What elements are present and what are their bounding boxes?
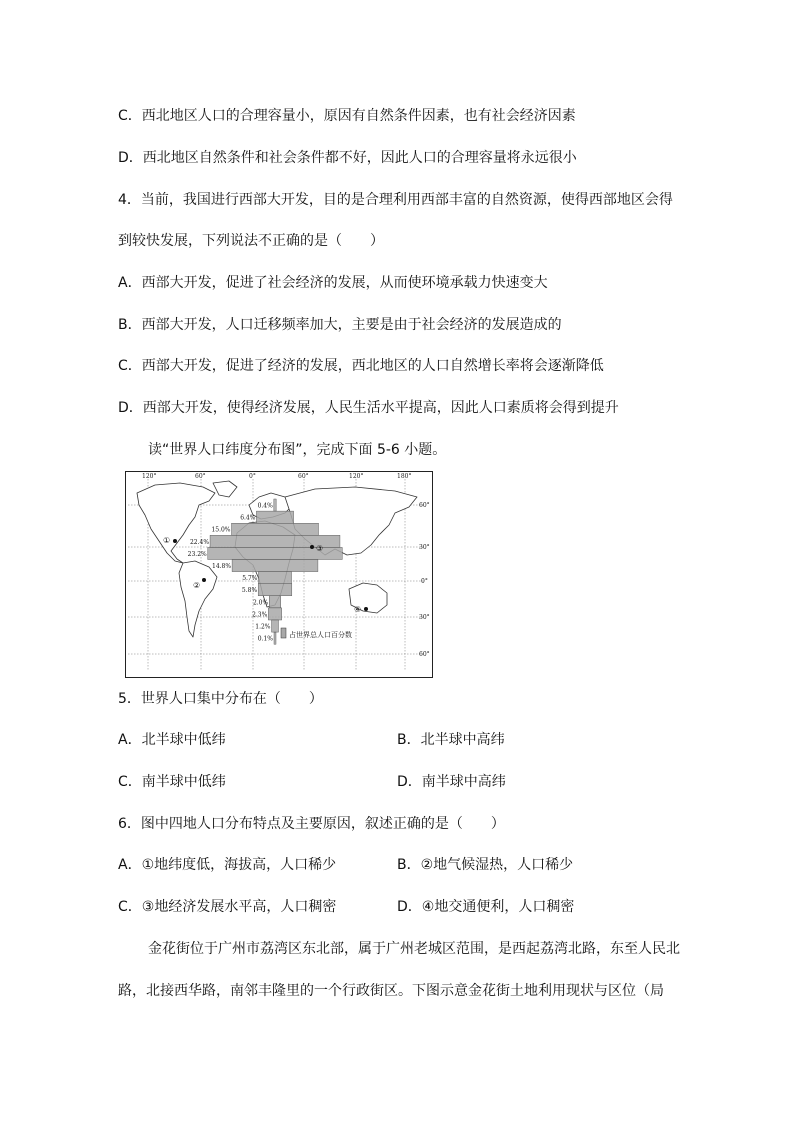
lon-label: 120° bbox=[349, 473, 364, 480]
latitude-bar bbox=[274, 499, 276, 511]
q6-stem: 6．图中四地人口分布特点及主要原因，叙述正确的是（ ） bbox=[118, 816, 505, 832]
q4-stem-line2: 到较快发展，下列说法不正确的是（ ） bbox=[118, 233, 384, 249]
bar-value-label: 22.4% bbox=[189, 538, 210, 546]
point-2-label: ② bbox=[193, 581, 201, 590]
point-3-label: ③ bbox=[316, 544, 324, 553]
q5-option-a: A．北半球中低纬 bbox=[118, 732, 226, 748]
latitude-bar bbox=[256, 511, 293, 523]
q5-option-c: C．南半球中低纬 bbox=[118, 774, 226, 790]
lon-label: 60° bbox=[195, 473, 206, 480]
point-3-marker bbox=[310, 545, 314, 549]
point-1-label: ① bbox=[163, 536, 171, 545]
bar-value-label: 5.8% bbox=[241, 587, 258, 595]
q5-option-d: D．南半球中高纬 bbox=[397, 774, 506, 790]
passage-line1: 金花街位于广州市荔湾区东北部，属于广州老城区范围，是西起荔湾北路，东至人民北 bbox=[148, 941, 680, 957]
bar-value-label: 2.3% bbox=[252, 611, 268, 619]
q5-stem: 5．世界人口集中分布在（ ） bbox=[118, 691, 323, 707]
q6-option-c: C．③地经济发展水平高，人口稠密 bbox=[118, 899, 337, 915]
bar-value-label: 5.7% bbox=[242, 575, 258, 583]
passage-line2: 路，北接西华路，南邻丰隆里的一个行政街区。下图示意金花街土地利用现状与区位（局 bbox=[118, 983, 664, 999]
intro-5-6: 读“世界人口纬度分布图”，完成下面 5-6 小题。 bbox=[148, 442, 447, 458]
q3-option-d: D．西北地区自然条件和社会条件都不好，因此人口的合理容量将永远很小 bbox=[118, 150, 577, 166]
q6-option-a: A．①地纬度低，海拔高，人口稀少 bbox=[118, 857, 337, 873]
q3-option-c: C．西北地区人口的合理容量小，原因有自然条件因素，也有社会经济因素 bbox=[118, 108, 576, 124]
latitude-bar bbox=[258, 584, 292, 596]
bar-value-label: 14.8% bbox=[212, 562, 232, 570]
q4-option-a: A．西部大开发，促进了社会经济的发展，从而使环境承载力快速变大 bbox=[118, 275, 548, 291]
bar-value-label: 15.0% bbox=[211, 526, 231, 534]
lon-label: 120° bbox=[142, 473, 157, 480]
lon-label: 180° bbox=[397, 473, 412, 480]
latitude-bar bbox=[268, 608, 281, 620]
latitude-bar bbox=[269, 596, 281, 608]
world-population-latitude-map bbox=[125, 471, 433, 678]
latitude-bar bbox=[272, 620, 279, 632]
q4-option-d: D．西部大开发，使得经济发展，人民生活水平提高，因此人口素质将会得到提升 bbox=[118, 400, 619, 416]
q4-stem-line1: 4．当前，我国进行西部大开发，目的是合理利用西部丰富的自然资源，使得西部地区会得 bbox=[118, 192, 673, 208]
bar-value-label: 1.2% bbox=[255, 623, 271, 631]
lon-label: 0° bbox=[249, 473, 256, 480]
lat-label: 30° bbox=[419, 614, 430, 621]
bar-value-label: 0.4% bbox=[257, 502, 273, 510]
lat-label: 30° bbox=[419, 544, 430, 551]
latitude-bar bbox=[232, 560, 318, 572]
q6-option-b: B．②地气候湿热，人口稀少 bbox=[397, 857, 574, 873]
q5-option-b: B．北半球中高纬 bbox=[397, 732, 505, 748]
q4-option-b: B．西部大开发，人口迁移频率加大，主要是由于社会经济的发展造成的 bbox=[118, 317, 562, 333]
legend-swatch bbox=[281, 628, 286, 638]
bar-value-label: 23.2% bbox=[187, 550, 207, 558]
point-4-marker bbox=[364, 607, 368, 611]
point-1-marker bbox=[173, 539, 177, 543]
legend-label: 占世界总人口百分数 bbox=[289, 631, 352, 639]
lat-label: 60° bbox=[419, 651, 430, 658]
lat-label: 0° bbox=[421, 578, 428, 585]
q4-option-c: C．西部大开发，促进了经济的发展，西北地区的人口自然增长率将会逐渐降低 bbox=[118, 358, 604, 374]
latitude-bar bbox=[258, 572, 291, 584]
bar-value-label: 6.4% bbox=[240, 514, 256, 522]
latitude-bar bbox=[274, 632, 276, 644]
lat-label: 60° bbox=[419, 502, 430, 509]
lon-label: 60° bbox=[298, 473, 309, 480]
bar-value-label: 0.1% bbox=[257, 635, 273, 643]
latitude-bar bbox=[232, 523, 319, 535]
bar-value-label: 2.0% bbox=[252, 599, 269, 607]
point-4-label: ④ bbox=[354, 605, 362, 614]
point-2-marker bbox=[202, 578, 206, 582]
q6-option-d: D．④地交通便利，人口稠密 bbox=[397, 899, 575, 915]
